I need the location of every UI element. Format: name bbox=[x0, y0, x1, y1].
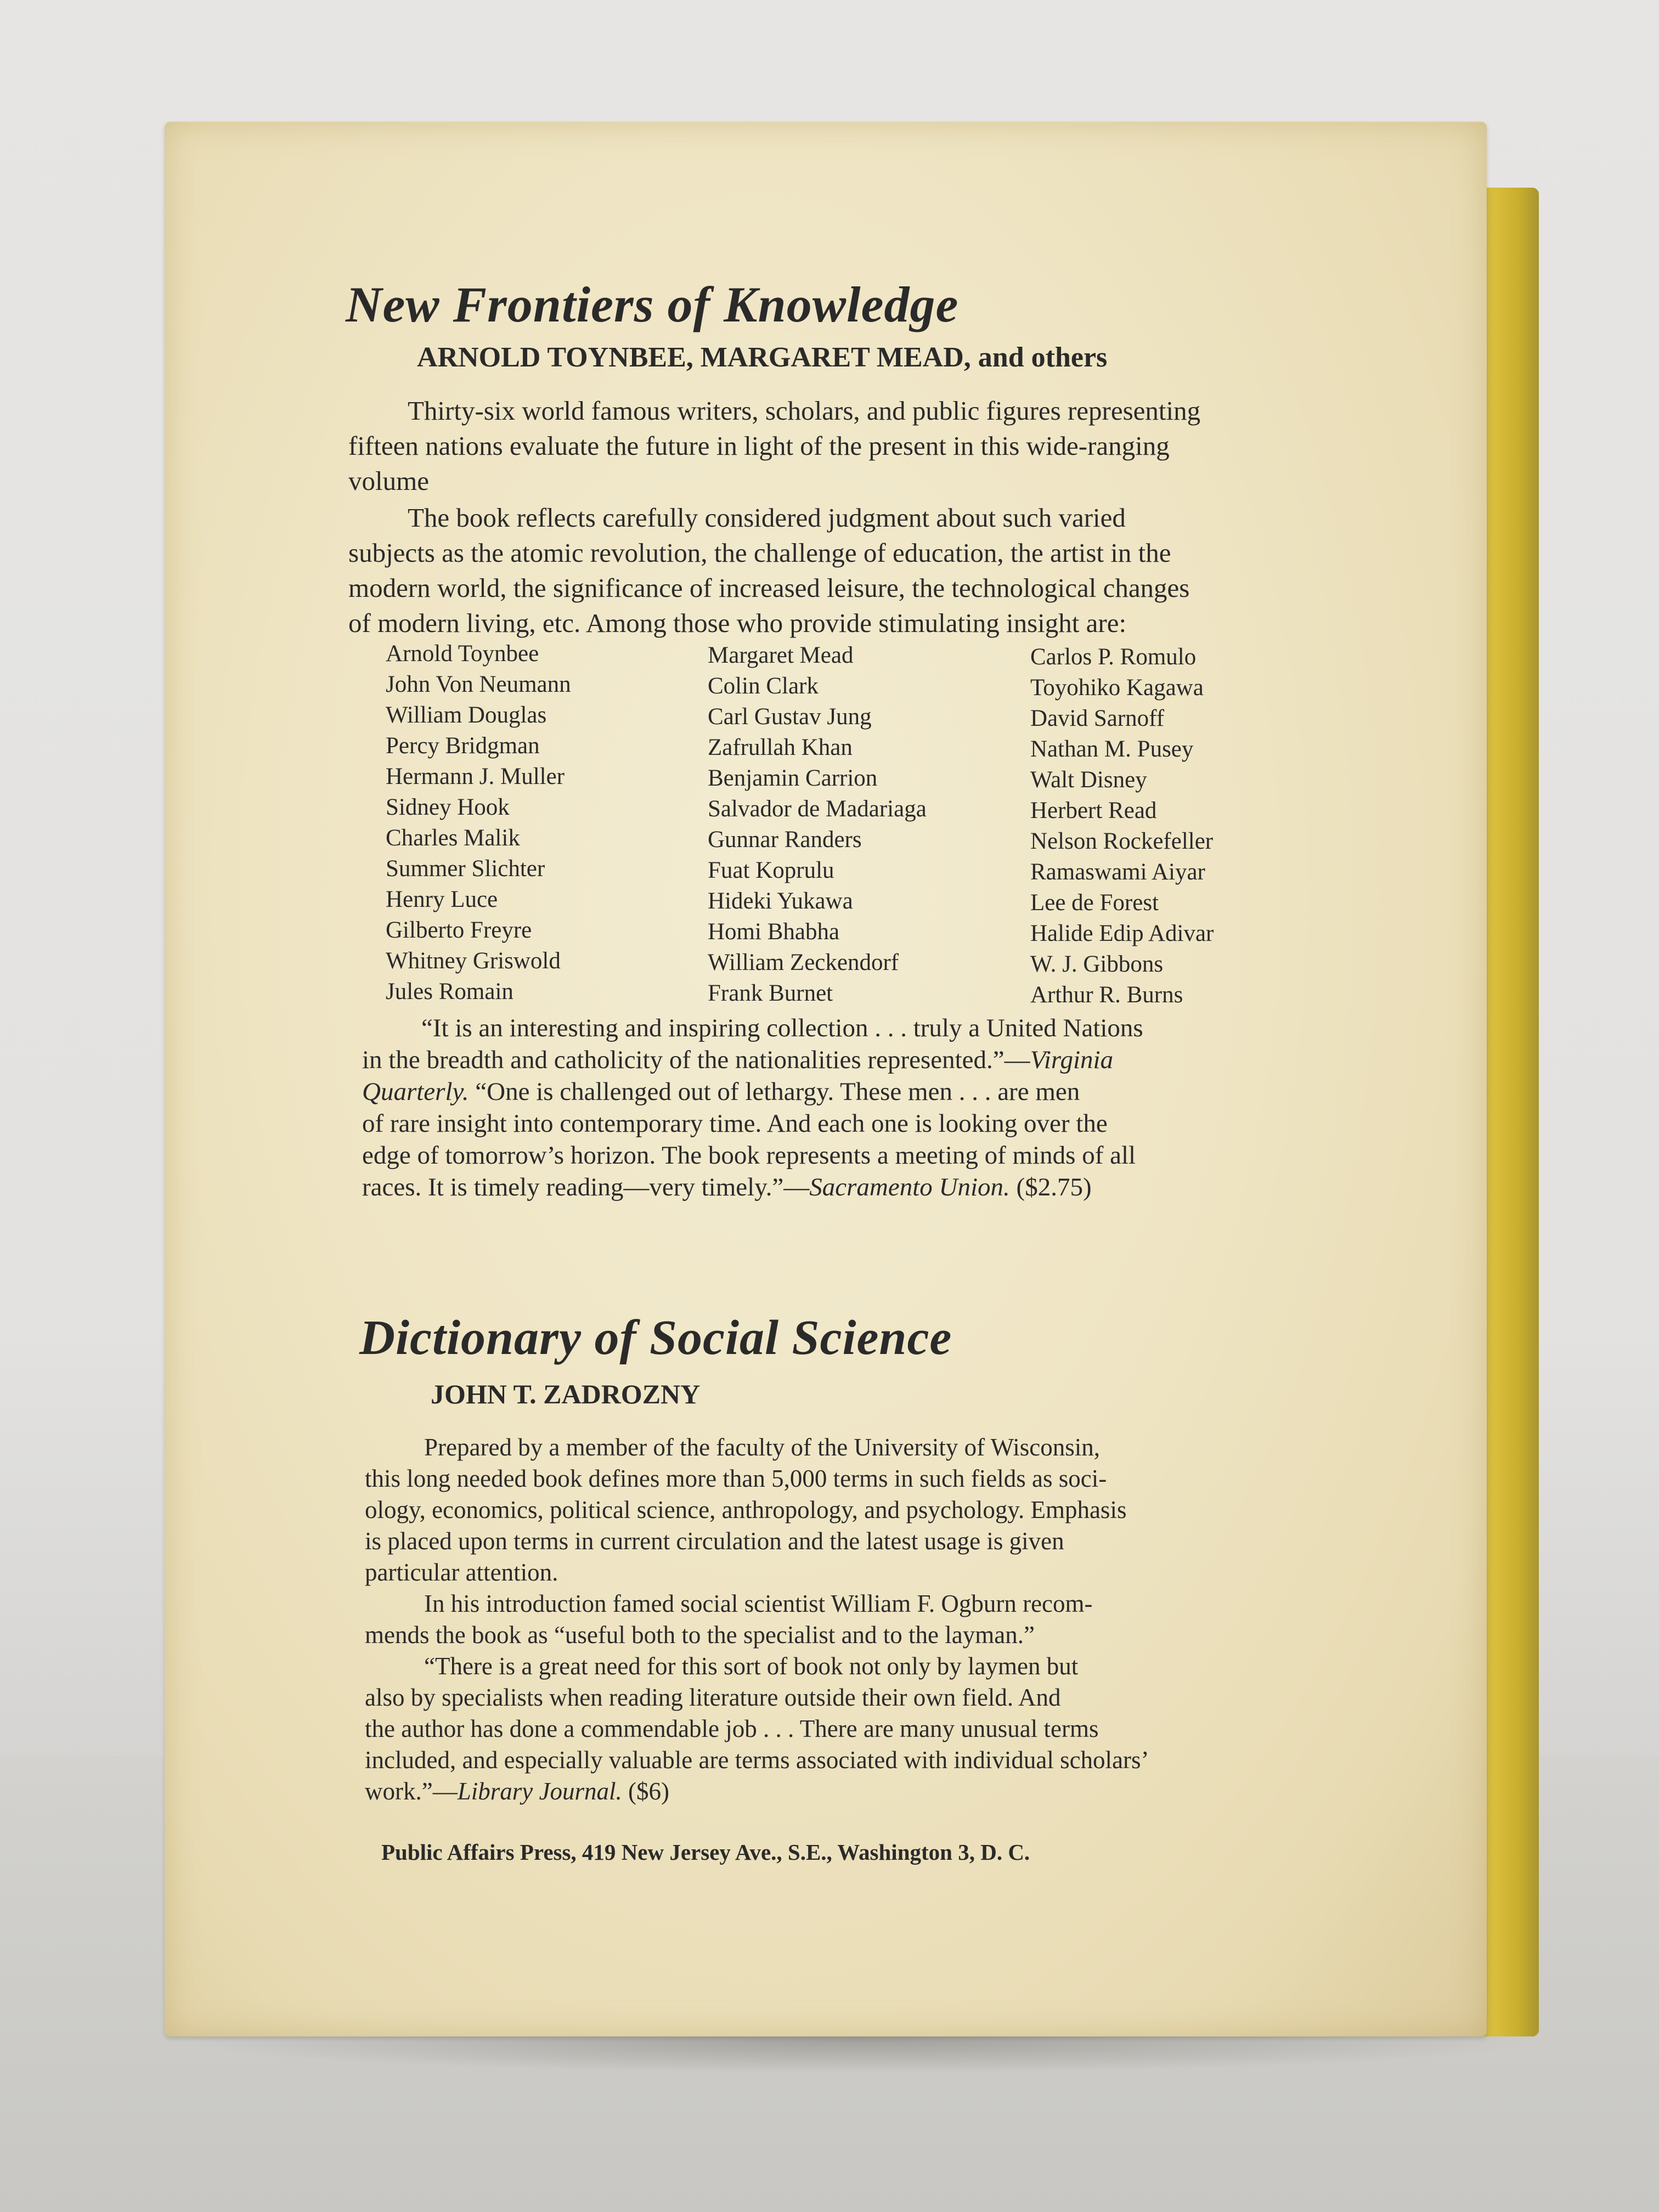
contributors-column-3 bbox=[1030, 642, 1214, 1011]
contributor-name: Salvador de Madariaga bbox=[708, 796, 927, 822]
book1-review-quote bbox=[362, 1012, 1300, 1203]
contributor-name: Henry Luce bbox=[386, 887, 498, 912]
source-name: Sacramento Union. bbox=[809, 1173, 1010, 1201]
text-line bbox=[362, 1076, 1300, 1108]
contributor-name: Frank Burnet bbox=[708, 980, 833, 1006]
text-line: modern world, the significance of increased leisure, the technological changes bbox=[348, 573, 1190, 603]
contributor-name: David Sarnoff bbox=[1030, 706, 1165, 731]
contributor-name: Walt Disney bbox=[1030, 767, 1147, 793]
text-line: of modern living, etc. Among those who provide stimulating insight are: bbox=[348, 608, 1127, 638]
book2-title: Dictionary of Social Science bbox=[359, 1311, 952, 1365]
text-line: particular attention. bbox=[365, 1559, 558, 1586]
contributor-name: Colin Clark bbox=[708, 673, 819, 699]
contributor-name: Margaret Mead bbox=[708, 642, 854, 668]
contributor-name: Sidney Hook bbox=[386, 794, 510, 820]
text-line: included, and especially valuable are terms associated with individual scholars’ bbox=[365, 1746, 1149, 1774]
text-line: is placed upon terms in current circulation and the latest usage is given bbox=[365, 1527, 1064, 1555]
contributor-name: Carl Gustav Jung bbox=[708, 704, 872, 730]
contributor-name: Summer Slichter bbox=[386, 856, 545, 882]
text-line: Prepared by a member of the faculty of the University of Wisconsin, bbox=[424, 1434, 1101, 1461]
text-line: fifteen nations evaluate the future in light of the present in this wide-ranging bbox=[348, 431, 1170, 461]
text-segment: “One is challenged out of lethargy. These men . . . are men bbox=[469, 1077, 1080, 1106]
price: ($2.75) bbox=[1009, 1173, 1092, 1201]
contributors-column-1 bbox=[386, 639, 571, 1007]
source-name: Library Journal. bbox=[457, 1778, 622, 1805]
contributor-name: Nelson Rockefeller bbox=[1030, 828, 1214, 854]
contributor-name: John Von Neumann bbox=[386, 672, 571, 697]
text-line bbox=[365, 1776, 1286, 1807]
text-line bbox=[362, 1171, 1300, 1203]
price: ($6) bbox=[622, 1778, 669, 1805]
text-line: this long needed book defines more than 5,000 terms in such fields as soci- bbox=[365, 1465, 1107, 1492]
contributor-name: William Zeckendorf bbox=[708, 950, 899, 975]
contributor-name: Toyohiko Kagawa bbox=[1030, 675, 1204, 701]
contributor-name: Gilberto Freyre bbox=[386, 917, 532, 943]
contributor-name: Halide Edip Adivar bbox=[1030, 921, 1214, 946]
contributor-name: W. J. Gibbons bbox=[1030, 951, 1164, 977]
contributor-name: Hermann J. Muller bbox=[386, 764, 565, 789]
text-line bbox=[362, 1044, 1300, 1076]
text-line: “There is a great need for this sort of book not only by laymen but bbox=[424, 1652, 1079, 1680]
book2-introduction-paragraph bbox=[365, 1588, 1286, 1651]
text-line: edge of tomorrow’s horizon. The book represents a meeting of minds of all bbox=[362, 1141, 1136, 1170]
contributor-name: Jules Romain bbox=[386, 979, 514, 1005]
contributor-name: Herbert Read bbox=[1030, 798, 1157, 823]
text-line: mends the book as “useful both to the specialist and to the layman.” bbox=[365, 1621, 1035, 1649]
text-line: the author has done a commendable job . . . There are many unusual terms bbox=[365, 1715, 1099, 1742]
contributor-name: William Douglas bbox=[386, 702, 547, 728]
text-line: In his introduction famed social scientist William F. Ogburn recom- bbox=[424, 1590, 1093, 1617]
text-line: subjects as the atomic revolution, the challenge of education, the artist in the bbox=[348, 538, 1171, 568]
book1-authors: ARNOLD TOYNBEE, MARGARET MEAD, and others bbox=[417, 342, 1108, 373]
book1-intro-paragraph bbox=[348, 393, 1319, 499]
contributor-name: Zafrullah Khan bbox=[708, 735, 853, 760]
contributor-name: Percy Bridgman bbox=[386, 733, 540, 759]
text-line: The book reflects carefully considered judgment about such varied bbox=[408, 503, 1126, 533]
book bbox=[165, 122, 1539, 2041]
contributor-name: Arthur R. Burns bbox=[1030, 982, 1183, 1008]
contributor-name: Hideki Yukawa bbox=[708, 888, 853, 914]
contributors-column-2 bbox=[708, 640, 927, 1009]
contributor-name: Nathan M. Pusey bbox=[1030, 736, 1194, 762]
text-segment: work.”— bbox=[365, 1778, 458, 1805]
book1-title: New Frontiers of Knowledge bbox=[346, 276, 959, 332]
contributor-name: Homi Bhabha bbox=[708, 919, 840, 945]
source-name: Quarterly. bbox=[362, 1077, 469, 1106]
text-line: “It is an interesting and inspiring collection . . . truly a United Nations bbox=[421, 1014, 1143, 1042]
text-line: volume bbox=[348, 466, 429, 496]
text-line: of rare insight into contemporary time. And each one is looking over the bbox=[362, 1109, 1108, 1138]
source-name: Virginia bbox=[1030, 1046, 1114, 1074]
book2-intro-paragraph bbox=[365, 1432, 1286, 1588]
contributor-name: Ramaswami Aiyar bbox=[1030, 859, 1205, 885]
text-line: also by specialists when reading literature outside their own field. And bbox=[365, 1684, 1061, 1711]
publisher-address: Public Affairs Press, 419 New Jersey Ave., S.E., Washington 3, D. C. bbox=[381, 1839, 1030, 1865]
text-segment: races. It is timely reading—very timely.”— bbox=[362, 1173, 810, 1201]
contributor-name: Whitney Griswold bbox=[386, 948, 561, 974]
contributor-name: Gunnar Randers bbox=[708, 827, 862, 853]
dust-jacket-back bbox=[165, 122, 1487, 2036]
book1-description-paragraph bbox=[348, 500, 1319, 641]
text-line: ology, economics, political science, anthropology, and psychology. Emphasis bbox=[365, 1496, 1127, 1523]
contributor-name: Carlos P. Romulo bbox=[1030, 644, 1197, 670]
book2-author: JOHN T. ZADROZNY bbox=[431, 1379, 701, 1409]
book2-review-quote bbox=[365, 1651, 1286, 1807]
contributor-name: Benjamin Carrion bbox=[708, 765, 878, 791]
text-segment: in the breadth and catholicity of the nationalities represented.”— bbox=[362, 1046, 1030, 1074]
contributor-name: Lee de Forest bbox=[1030, 890, 1159, 916]
contributor-name: Fuat Koprulu bbox=[708, 857, 834, 883]
contributor-name: Charles Malik bbox=[386, 825, 520, 851]
contributor-name: Arnold Toynbee bbox=[386, 641, 539, 667]
text-line: Thirty-six world famous writers, scholars, and public figures representing bbox=[408, 396, 1201, 426]
